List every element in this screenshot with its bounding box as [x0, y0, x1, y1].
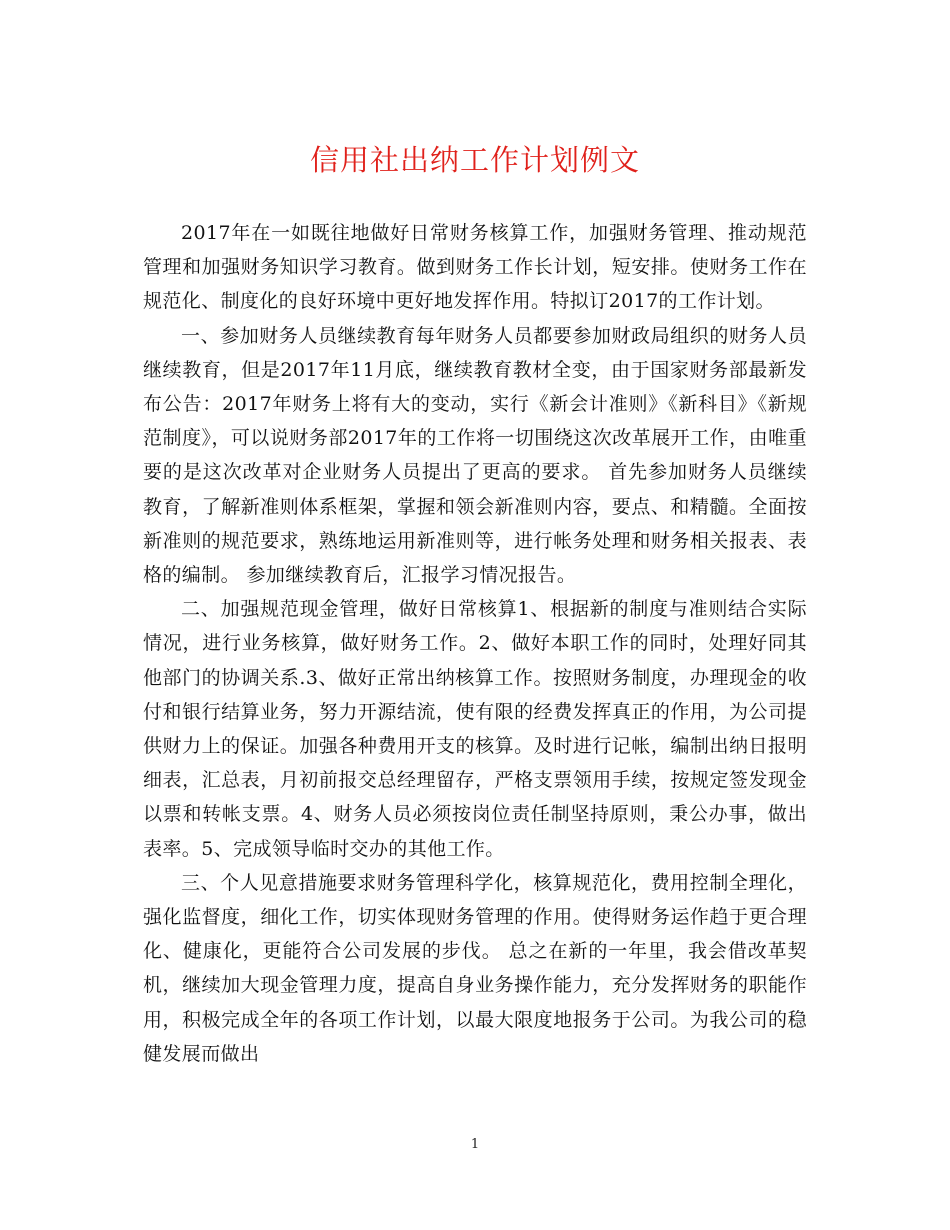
- document-body: [143, 216, 807, 1071]
- paragraph-section-1: 一、参加财务人员继续教育每年财务人员都要参加财政局组织的财务人员继续教育，但是2017年11月底，继续教育教材全变，由于国家财务部最新发布公告：2017年财务上将有大的变动，实行《新会计准则》《新科目》《新规范制度》，可以说财务部2017年的工作将一切围绕这次改革展开工作，由唯重要的是这次改革对企业财务人员提出了更高的要求。 首先参加财务人员继续教育，了解新准则体系框架，掌握和领会新准则内容，要点、和精髓。全面按新准则的规范要求，熟练地运用新准则等，进行帐务处理和财务相关报表、表格的编制。 参加继续教育后，汇报学习情况报告。: [143, 324, 807, 587]
- paragraph-section-3: 三、个人见意措施要求财务管理科学化，核算规范化，费用控制全理化，强化监督度，细化工作，切实体现财务管理的作用。使得财务运作趋于更合理化、健康化，更能符合公司发展的步伐。 总之在新的一年里，我会借改革契机，继续加大现金管理力度，提高自身业务操作能力，充分发挥财务的职能作用，积极完成全年的各项工作计划，以最大限度地报务于公司。为我公司的稳健发展而做出: [143, 871, 807, 1065]
- paragraph-intro: 2017年在一如既往地做好日常财务核算工作，加强财务管理、推动规范管理和加强财务知识学习教育。做到财务工作长计划，短安排。使财务工作在规范化、制度化的良好环境中更好地发挥作用。特拟订2017的工作计划。: [143, 222, 807, 313]
- document-title: 信用社出纳工作计划例文: [309, 143, 640, 177]
- page-number: 1: [470, 1137, 480, 1152]
- paragraph-section-2: 二、加强规范现金管理，做好日常核算1、根据新的制度与准则结合实际情况，进行业务核算，做好财务工作。2、做好本职工作的同时，处理好同其他部门的协调关系.3、做好正常出纳核算工作。按照财务制度，办理现金的收付和银行结算业务，努力开源结流，使有限的经费发挥真正的作用，为公司提供财力上的保证。加强各种费用开支的核算。及时进行记帐，编制出纳日报明细表，汇总表，月初前报交总经理留存，严格支票领用手续，按规定签发现金以票和转帐支票。4、财务人员必须按岗位责任制坚持原则，秉公办事，做出表率。5、完成领导临时交办的其他工作。: [143, 598, 807, 860]
